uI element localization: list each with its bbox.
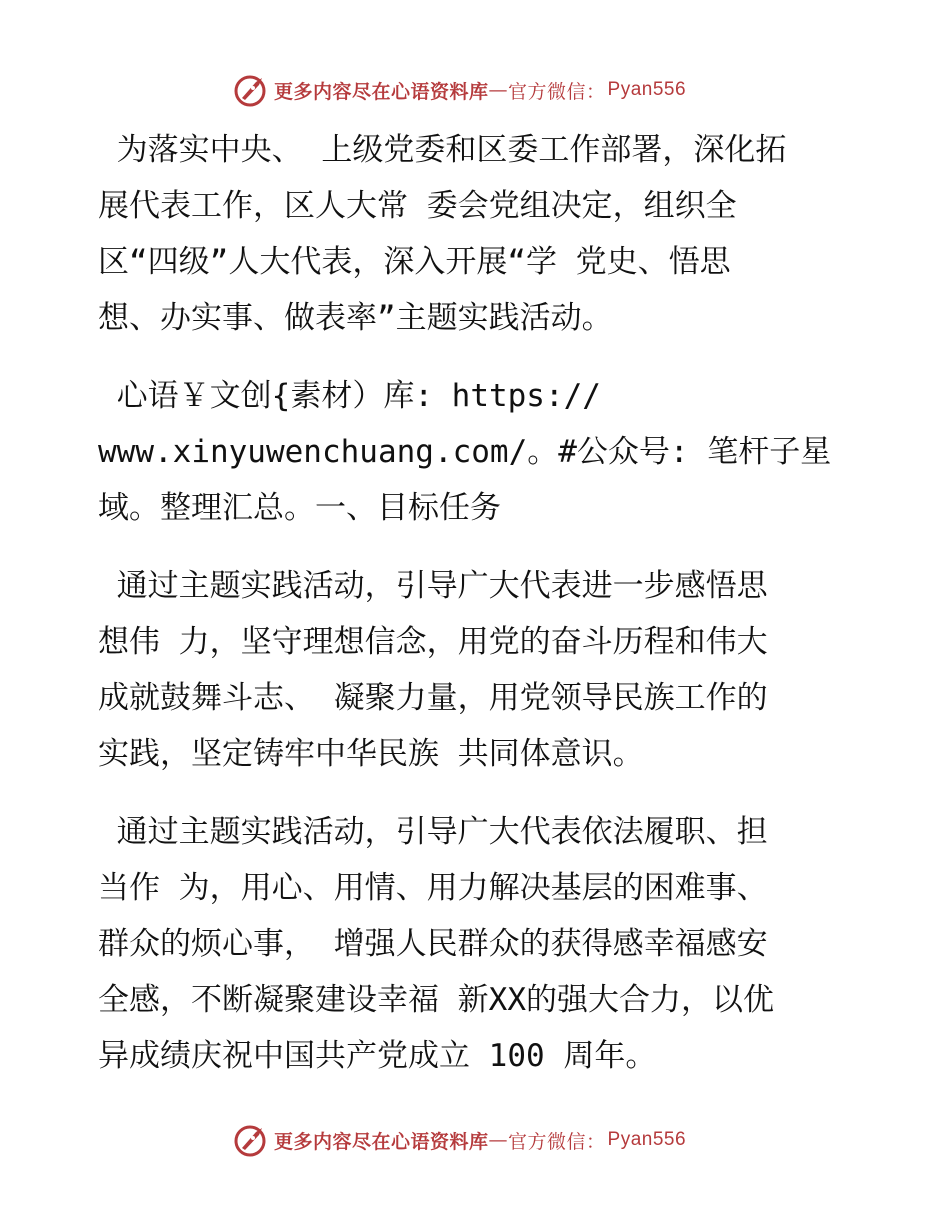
- text-line: 想、办实事、做表率”主题实践活动。: [98, 300, 613, 336]
- text-line: 心语￥文创{素材）库: https://: [98, 378, 601, 414]
- text-line: 通过主题实践活动，引导广大代表进一步感悟思: [98, 568, 768, 604]
- text-line: 想伟 力，坚守理想信念，用党的奋斗历程和伟大: [98, 624, 768, 660]
- text-line: 当作 为，用心、用情、用力解决基层的困难事、: [98, 870, 768, 906]
- text-line: 实践，坚定铸牢中华民族 共同体意识。: [98, 736, 644, 772]
- text-line: 通过主题实践活动，引导广大代表依法履职、担: [98, 814, 768, 850]
- document-body: [98, 122, 858, 1106]
- banner-separator: —: [488, 1129, 509, 1151]
- banner-wechat-label: 官方微信：: [508, 1130, 606, 1153]
- footer-banner: [232, 1122, 686, 1158]
- text-line: 成就鼓舞斗志、 凝聚力量，用党领导民族工作的: [98, 680, 768, 716]
- banner-separator: —: [488, 79, 509, 101]
- text-line: 为落实中央、 上级党委和区委工作部署，深化拓: [98, 132, 787, 168]
- paragraph-goal-2: [98, 804, 858, 1084]
- pen-logo-icon: [232, 72, 270, 108]
- banner-handle: Pyan556: [607, 79, 687, 100]
- banner-handle: Pyan556: [607, 1129, 687, 1150]
- paragraph-source: [98, 368, 858, 536]
- text-line: www.xinyuwenchuang.com/。#公众号: 笔杆子星: [98, 434, 832, 470]
- banner-title: 更多内容尽在心语资料库: [274, 1130, 489, 1153]
- banner-title: 更多内容尽在心语资料库: [274, 80, 489, 103]
- paragraph-intro: [98, 122, 858, 346]
- header-banner: [232, 72, 686, 108]
- text-line: 群众的烦心事， 增强人民群众的获得感幸福感安: [98, 926, 768, 962]
- text-line: 区“四级”人大代表，深入开展“学 党史、悟思: [98, 244, 731, 280]
- banner-wechat-label: 官方微信：: [508, 80, 606, 103]
- text-line: 全感，不断凝聚建设幸福 新XX的强大合力，以优: [98, 982, 774, 1018]
- pen-logo-icon: [232, 1122, 270, 1158]
- text-line: 异成绩庆祝中国共产党成立 100 周年。: [98, 1038, 657, 1074]
- paragraph-goal-1: [98, 558, 858, 782]
- text-line: 域。整理汇总。一、目标任务: [98, 490, 501, 526]
- text-line: 展代表工作，区人大常 委会党组决定，组织全: [98, 188, 737, 224]
